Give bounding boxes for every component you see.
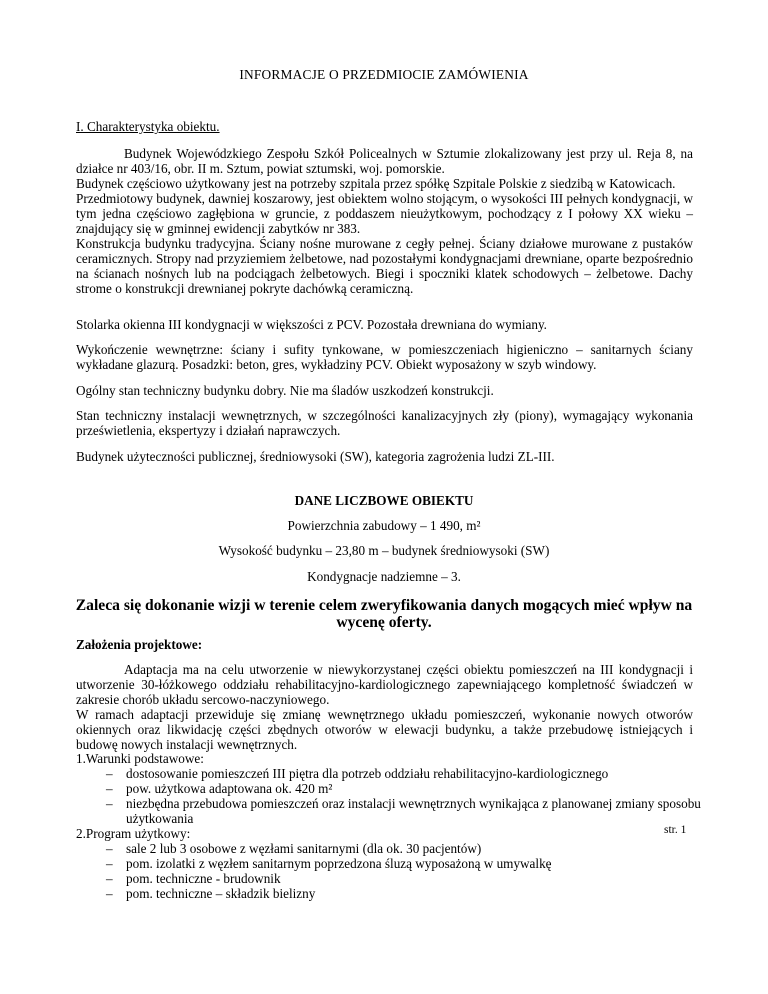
data-line: Kondygnacje nadziemne – 3. bbox=[307, 569, 461, 584]
list-heading: 1.Warunki podstawowe: bbox=[76, 751, 204, 766]
paragraph: Przedmiotowy budynek, dawniej koszarowy, jest obiektem wolno stojącym, o wysokości III pełnych kondygnacji, w tym jedna częściowo zagłębiona w gruncie, z poddaszem nieużytkowym, pochodzący z I połowy XX wieku – znajdujący się w gminnej ewidencji zabytków nr 383. bbox=[76, 191, 693, 236]
page-number: str. 1 bbox=[664, 824, 687, 836]
data-heading: DANE LICZBOWE OBIEKTU bbox=[294, 493, 474, 508]
paragraph: W ramach adaptacji przewiduje się zmianę wewnętrznego układu pomieszczeń, wykonanie nowych otworów okiennych oraz likwidację części zbędnych otworów w elewacji budynku, a także przebudowę istniejących i budowę nowych instalacji wewnętrznych. bbox=[76, 707, 693, 752]
design-assumptions-heading: Założenia projektowe: bbox=[76, 637, 203, 652]
dash-bullet: – bbox=[106, 856, 113, 871]
data-line: Powierzchnia zabudowy – 1 490, m² bbox=[287, 518, 481, 533]
paragraph: Adaptacja ma na celu utworzenie w niewykorzystanej części obiektu pomieszczeń na III kondygnacji i utworzenie 30-łóżkowego oddziału rehabilitacyjno-kardiologicznego zapewniającego kompletność świadczeń w zakresie chorób układu sercowo-naczyniowego. bbox=[76, 662, 693, 707]
list-item: – pom. techniczne – składzik bielizny bbox=[106, 886, 316, 901]
list-item: – pom. techniczne - brudownik bbox=[106, 871, 281, 886]
dash-bullet: – bbox=[106, 841, 113, 856]
section-heading: I. Charakterystyka obiektu. bbox=[76, 119, 220, 134]
site-visit-notice: Zaleca się dokonanie wizji w terenie celem zweryfikowania danych mogących mieć wpływ na wycenę oferty. bbox=[75, 597, 693, 631]
dash-bullet: – bbox=[106, 781, 113, 796]
paragraph: Stan techniczny instalacji wewnętrznych, w szczególności kanalizacyjnych zły (piony), wymagający wykonania prześwietlenia, ekspertyzy i działań naprawczych. bbox=[76, 408, 693, 438]
characteristics-block bbox=[76, 146, 693, 296]
dash-bullet: – bbox=[106, 796, 113, 811]
paragraph: Wykończenie wewnętrzne: ściany i sufity tynkowane, w pomieszczeniach higieniczno – sanitarnych ściany wykładane glazurą. Posadzki: beton, gres, wykładziny PCV. Obiekt wyposażony w szyb windowy. bbox=[76, 342, 693, 372]
paragraph: Ogólny stan techniczny budynku dobry. Nie ma śladów uszkodzeń konstrukcji. bbox=[76, 383, 494, 398]
paragraph: Budynek Wojewódzkiego Zespołu Szkół Policealnych w Sztumie zlokalizowany jest przy ul. Reja 8, na działce nr 403/16, obr. II m. Sztum, powiat sztumski, woj. pomorskie. bbox=[76, 146, 693, 176]
data-line: Wysokość budynku – 23,80 m – budynek średniowysoki (SW) bbox=[218, 543, 550, 558]
dash-bullet: – bbox=[106, 871, 113, 886]
paragraph: Konstrukcja budynku tradycyjna. Ściany nośne murowane z cegły pełnej. Ściany działowe murowane z pustaków ceramicznych. Stropy nad przyziemiem żelbetowe, nad pozostałymi kondygnacjami drewniane, oparte bezpośrednio na ścianach nośnych lub na podciągach żelbetowych. Biegi i spoczniki klatek schodowych – żelbetowe. Dachy strome o konstrukcji drewnianej pokryte dachówką ceramiczną. bbox=[76, 236, 693, 296]
paragraph: Budynek użyteczności publicznej, średniowysoki (SW), kategoria zagrożenia ludzi ZL-III. bbox=[76, 449, 555, 464]
document-title: INFORMACJE O PRZEDMIOCIE ZAMÓWIENIA bbox=[239, 67, 529, 82]
list-item: – pow. użytkowa adaptowana ok. 420 m² bbox=[106, 781, 333, 796]
paragraph: Stolarka okienna III kondygnacji w większości z PCV. Pozostała drewniana do wymiany. bbox=[76, 317, 547, 332]
list-item: – niezbędna przebudowa pomieszczeń oraz instalacji wewnętrznych wynikająca z planowanej zmiany sposobu użytkowania bbox=[106, 796, 701, 826]
paragraph: Budynek częściowo użytkowany jest na potrzeby szpitala przez spółkę Szpitale Polskie z siedzibą w Katowicach. bbox=[76, 176, 676, 191]
dash-bullet: – bbox=[106, 766, 113, 781]
list-item: – pom. izolatki z węzłem sanitarnym poprzedzona śluzą wyposażoną w umywalkę bbox=[106, 856, 552, 871]
design-assumptions-block bbox=[76, 662, 693, 752]
conditions-list bbox=[76, 751, 716, 901]
list-heading: 2.Program użytkowy: bbox=[76, 826, 191, 841]
dash-bullet: – bbox=[106, 886, 113, 901]
list-item: – sale 2 lub 3 osobowe z węzłami sanitarnymi (dla ok. 30 pacjentów) bbox=[106, 841, 482, 856]
list-item: – dostosowanie pomieszczeń III piętra dla potrzeb oddziału rehabilitacyjno-kardiologicznego bbox=[106, 766, 609, 781]
